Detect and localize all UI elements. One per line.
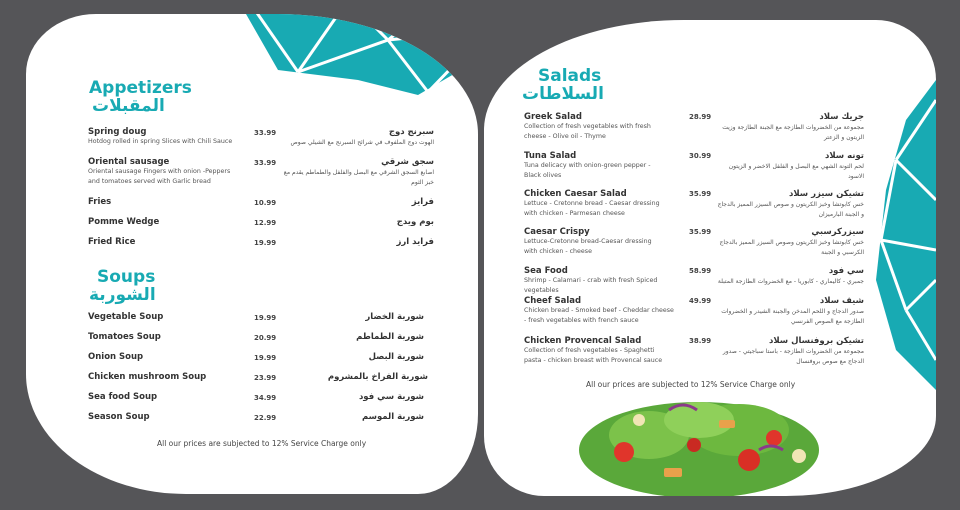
item-name: Onion Soup xyxy=(88,352,144,362)
item-description: Collection of fresh vegetables with fresh cheese - Olive oil - Thyme xyxy=(524,123,651,140)
menu-item xyxy=(88,332,161,342)
menu-item xyxy=(524,112,669,142)
menu-item xyxy=(88,217,159,227)
item-price: 12.99 xyxy=(254,219,277,227)
item-name-ar: بوم ويدج xyxy=(396,217,434,227)
item-price: 23.99 xyxy=(254,374,277,382)
geometric-pattern-top xyxy=(238,14,478,95)
item-name: Chicken Caesar Salad xyxy=(524,189,627,199)
item-name-ar: شوربة الخضار xyxy=(365,312,424,322)
item-description: Hotdog rolled in spring Slices with Chili Sauce xyxy=(88,138,233,145)
item-name-ar: تونه سلاد xyxy=(824,151,864,161)
item-description-ar: الهوت دوج الملفوف في شرائح السبرنج مع الشيلي صوص xyxy=(290,139,434,146)
item-name-ar: شوربة الطماطم xyxy=(356,332,424,342)
item-name-ar: شوربة البصل xyxy=(368,352,424,362)
item-name: Chicken mushroom Soup xyxy=(88,372,207,382)
menu-item xyxy=(88,352,143,362)
right-menu-page xyxy=(484,20,936,496)
item-name-ar: سجق شرقي xyxy=(381,157,434,167)
item-price: 19.99 xyxy=(254,314,277,322)
item-price: 28.99 xyxy=(689,113,712,121)
menu-item xyxy=(88,392,157,402)
item-name: Tuna Salad xyxy=(524,151,577,161)
item-name: Greek Salad xyxy=(524,112,582,122)
geometric-pattern-side xyxy=(866,80,936,390)
item-name-ar: تشيكن بروفنسال سلاد xyxy=(768,336,864,346)
item-name-ar: سيزركرسبي xyxy=(811,227,864,237)
item-name: Vegetable Soup xyxy=(88,312,164,322)
item-name-ar: سبرنج دوج xyxy=(388,127,434,137)
item-description: Tuna delicacy with onion-green pepper - Black olives xyxy=(524,162,651,179)
item-description-ar: خس كابوتشا وخبز الكريتون وصوص السيزر المميز بالدجاج الكرسبي و الجبنة xyxy=(719,239,864,256)
item-name-ar: شوربة الموسم xyxy=(361,412,424,422)
menu-item xyxy=(88,412,150,422)
service-charge-note: All our prices are subjected to 12% Service Charge only xyxy=(586,380,796,389)
item-description-ar: لحم التونة الشهي مع البصل و الفلفل الاخضر و الزيتون الاسود xyxy=(728,163,864,180)
soups-title-en: Soups xyxy=(97,267,156,287)
item-description-ar: اصابع السجق الشرقي مع البصل والفلفل والطماطم يقدم مع خبز الثوم xyxy=(283,169,434,186)
item-name-ar: شوربة سي فود xyxy=(358,392,424,402)
soups-title-ar: الشوربة xyxy=(89,285,156,305)
menu-item xyxy=(524,266,684,296)
item-name-ar: فرايد ارز xyxy=(396,237,434,247)
item-name: Chicken Provencal Salad xyxy=(524,336,642,346)
item-name: Sea food Soup xyxy=(88,392,158,402)
item-price: 35.99 xyxy=(689,228,712,236)
salads-title-ar: السلاطات xyxy=(522,84,604,104)
item-description: Lettuce-Cretonne bread-Caesar dressing with chicken - cheese xyxy=(524,238,652,255)
item-description: Lettuce - Cretonne bread - Caesar dressing with chicken - Parmesan cheese xyxy=(524,200,660,217)
menu-item xyxy=(524,336,669,366)
item-description-ar: مجموعة من الخضروات الطازجة - باستا سباجيتي - صدور الدجاج مع صوص بروفنسال xyxy=(722,348,864,365)
item-price: 33.99 xyxy=(254,159,277,167)
item-description: Oriental sausage Fingers with onion -Peppers and tomatoes served with Garlic bread xyxy=(88,168,231,185)
item-name: Oriental sausage xyxy=(88,157,170,167)
item-description-ar: جمبري - كاليماري - كابوريا - مع الخضروات الطازجة المتبلة xyxy=(717,278,864,285)
item-name-ar: سي فود xyxy=(828,266,864,276)
item-price: 58.99 xyxy=(689,267,712,275)
item-price: 30.99 xyxy=(689,152,712,160)
menu-item xyxy=(88,237,135,247)
menu-item xyxy=(524,227,659,257)
item-name: Sea Food xyxy=(524,266,568,276)
item-price: 34.99 xyxy=(254,394,277,402)
item-name: Caesar Crispy xyxy=(524,227,590,237)
item-name-ar: جريك سلاد xyxy=(819,112,864,122)
item-name-ar: شيف سلاد xyxy=(819,296,864,306)
item-price: 49.99 xyxy=(689,297,712,305)
menu-item xyxy=(524,151,654,181)
menu-item xyxy=(88,127,278,147)
item-price: 33.99 xyxy=(254,129,277,137)
item-name: Fried Rice xyxy=(88,237,136,247)
salad-image xyxy=(569,390,829,496)
item-name: Spring doug xyxy=(88,127,147,137)
item-price: 22.99 xyxy=(254,414,277,422)
item-name: Season Soup xyxy=(88,412,150,422)
item-name: Cheef Salad xyxy=(524,296,582,306)
appetizers-title-ar: المقبلات xyxy=(92,96,165,116)
menu-item xyxy=(88,312,163,322)
item-description-ar: خس كابوتشا وخبز الكريتون و صوص السيزر المميز بالدجاج و الجبنة البارميزان xyxy=(717,201,864,218)
item-name: Fries xyxy=(88,197,112,207)
appetizers-title-en: Appetizers xyxy=(89,78,192,98)
item-name-ar: شوربة الفراخ بالمشروم xyxy=(327,372,428,382)
item-name: Tomatoes Soup xyxy=(88,332,161,342)
salads-title-en: Salads xyxy=(538,66,602,86)
menu-item xyxy=(88,372,206,382)
item-price: 19.99 xyxy=(254,354,277,362)
menu-item xyxy=(524,189,669,219)
item-name: Pomme Wedge xyxy=(88,217,160,227)
item-description-ar: مجموعة من الخضروات الطازجة مع الجبنة الطازجة وزيت الزيتون و الزعتر xyxy=(722,124,864,141)
item-price: 19.99 xyxy=(254,239,277,247)
menu-item xyxy=(524,296,674,326)
item-name-ar: فرايز xyxy=(411,197,434,207)
item-price: 20.99 xyxy=(254,334,277,342)
menu-item xyxy=(88,197,111,207)
item-price: 38.99 xyxy=(689,337,712,345)
item-price: 35.99 xyxy=(689,190,712,198)
item-description-ar: صدور الدجاج و اللحم المدخن والجبنة الشيدر و الخضروات الطازجة مع الصوص الفرنسي xyxy=(721,308,864,325)
menu-item xyxy=(88,157,238,187)
service-charge-note: All our prices are subjected to 12% Service Charge only xyxy=(157,439,367,448)
item-name-ar: تشيكن سيزر سلاد xyxy=(788,189,864,199)
item-price: 10.99 xyxy=(254,199,277,207)
left-menu-page xyxy=(26,14,478,494)
item-description: Shrimp - Calamari - crab with fresh Spiced vegetables xyxy=(524,277,658,294)
item-description: Chicken bread - Smoked beef - Cheddar cheese - fresh vegetables with french sauce xyxy=(524,307,674,324)
item-description: Collection of fresh vegetables - Spaghetti pasta - chicken breast with Provencal sauce xyxy=(524,347,663,364)
